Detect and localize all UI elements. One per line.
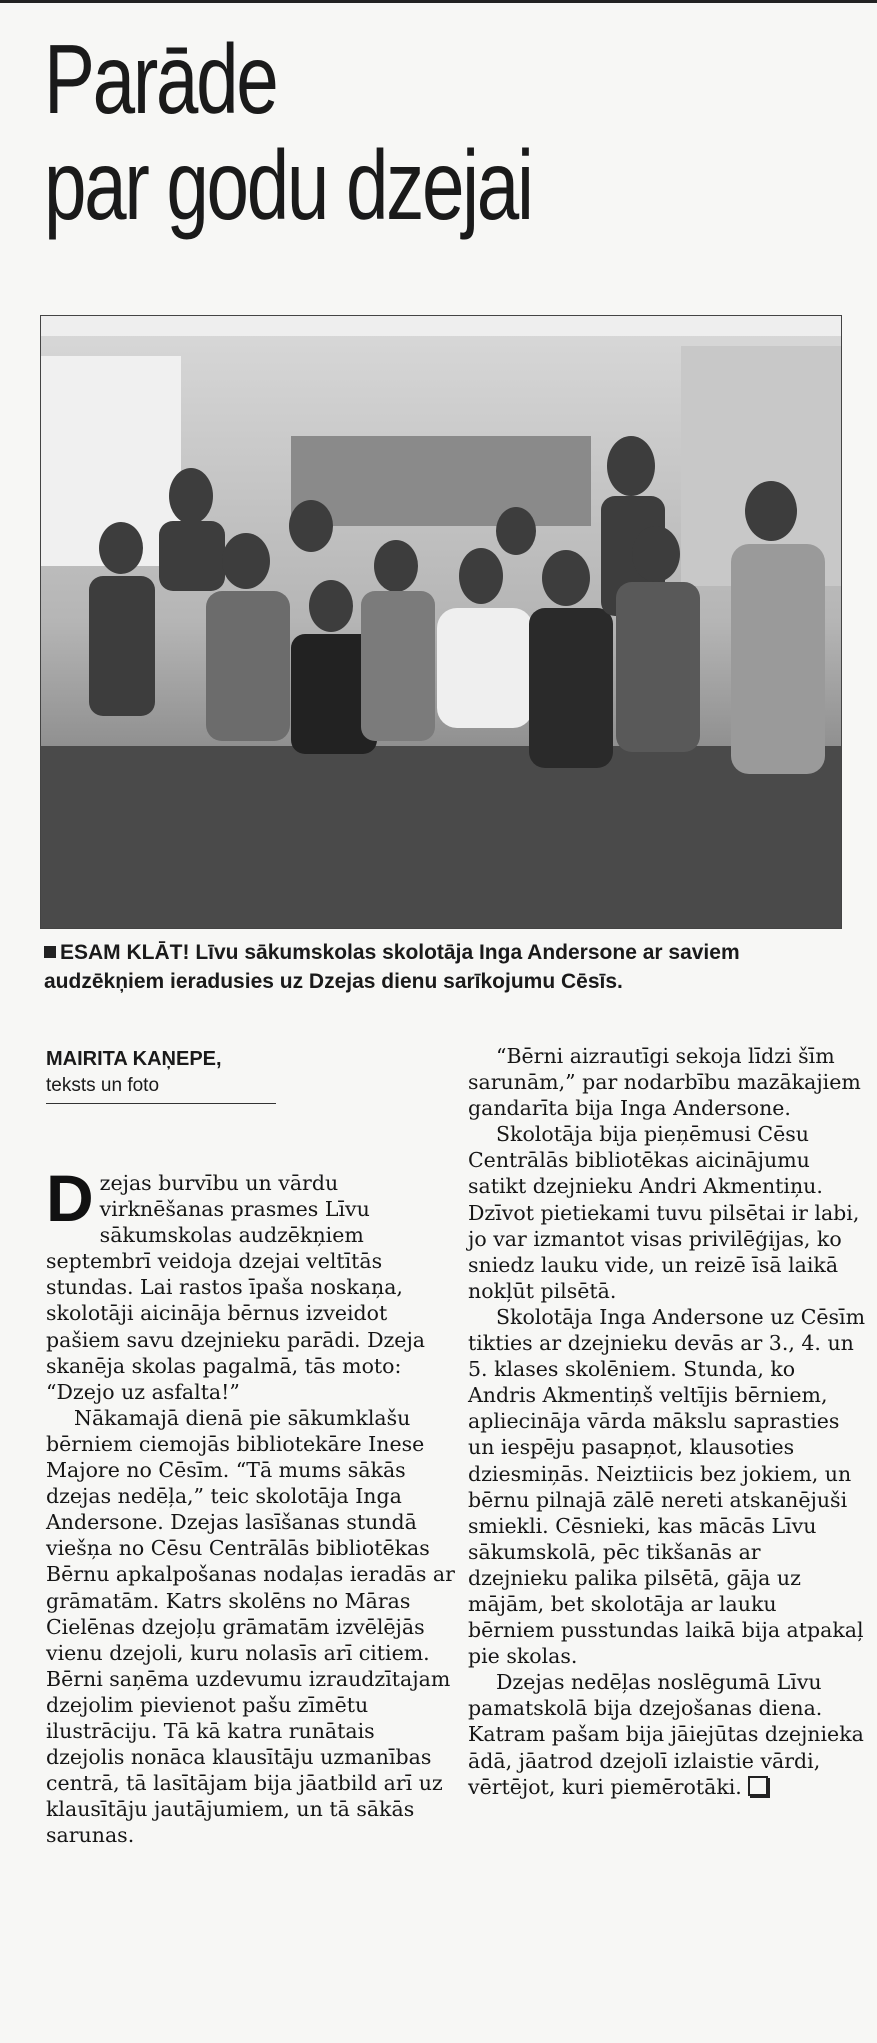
headline bbox=[44, 26, 652, 238]
headline-line-2: par godu dzejai bbox=[44, 130, 532, 240]
end-of-article-box-icon bbox=[748, 1776, 768, 1796]
byline-credit: teksts un foto bbox=[46, 1075, 160, 1096]
byline bbox=[46, 1045, 276, 1104]
drop-cap: D bbox=[46, 1161, 94, 1235]
paragraph-1-text: zejas burvību un vārdu virknēšanas prasmes Līvu sākumskolas audzēkņiem septembrī veidoja dzejai veltītās stundas. Lai rastos īpaša noskaņa, skolotāji aicināja bērnus izveidot pašiem savu dzejnieku parādi. Dzeja skanēja skolas pagalmā, tās moto: “Dzejo uz asfalta!” bbox=[46, 1171, 426, 1404]
photo-caption bbox=[44, 938, 844, 996]
paragraph-4: Skolotāja bija pieņēmusi Cēsu Centrālās bibliotēkas aicinājumu satikt dzejnieku Andri Akmentiņu. Dzīvot pietiekami tuvu pilsētai ir labi, jo var izmantot visas privilēģijas, ko sniedz lauku vide, un reizē īsā laikā nokļūt pilsētā. bbox=[468, 1122, 860, 1303]
headline-line-1: Parāde bbox=[44, 24, 277, 134]
article-column-left bbox=[46, 1161, 456, 1848]
paragraph-1 bbox=[46, 1161, 456, 1405]
photo-illustration bbox=[41, 316, 841, 928]
caption-bullet-icon bbox=[44, 946, 56, 958]
paragraph-3: “Bērni aizrautīgi sekoja līdzi šīm sarunām,” par nodarbību mazākajiem gandarīta bija Inga Andersone. bbox=[468, 1044, 861, 1121]
byline-author: MAIRITA KAŅEPE, bbox=[46, 1048, 222, 1070]
group-photo bbox=[40, 315, 842, 929]
caption-lead: ESAM KLĀT! bbox=[60, 941, 190, 964]
paragraph-5: Skolotāja Inga Andersone uz Cēsīm tikties ar dzejnieku devās ar 3., 4. un 5. klases skolēniem. Stunda, ko Andris Akmentiņš veltījis bērniem, apliecināja vārda mākslu saprasties un iespēju pasapņot, klausoties dziesmiņās. Neiztiicis bez jokiem, un bērnu pilnajā zālē nereti atskanējuši smiekli. Cēsnieki, kas mācās Līvu sākumskolā, pēc tikšanās ar dzejnieku palika pilsētā, gāja uz mājām, bet skolotāja ar lauku bērniem pusstundas laikā bija atpakaļ pie skolas. bbox=[468, 1304, 866, 1669]
caption-text: Līvu sākumskolas skolotāja Inga Andersone ar saviem audzēkņiem ieradusies uz Dzejas dienu sarīkojumu Cēsīs. bbox=[44, 941, 740, 993]
top-rule bbox=[0, 0, 877, 3]
paragraph-2: Nākamajā dienā pie sākumklašu bērniem ciemojās bibliotekāre Inese Majore no Cēsīm. “Tā mums sākās dzejas nedēļa,” teic skolotāja Inga Andersone. Dzejas lasīšanas stundā viešņa no Cēsu Centrālās bibliotēkas Bērnu apkalpošanas nodaļas ieradās ar grāmatām. Katrs skolēns no Māras Cielēnas dzejoļu grāmatām izvēlējās vienu dzejoli, kuru nolasīs arī citiem. Bērni saņēma uzdevumu izraudzītajam dzejolim pievienot pašu zīmētu ilustrāciju. Tā kā katra runātais dzejolis nonāca klausītāju uzmanības centrā, tā lasītājam bija jāatbild arī uz klausītāju jautājumiem, un tā sākās sarunas. bbox=[46, 1405, 455, 1848]
article-column-right bbox=[468, 1043, 866, 1800]
paragraph-6-text: Dzejas nedēļas noslēgumā Līvu pamatskolā bija dzejošanas diena. Katram pašam bija jāiejūtas dzejnieka ādā, jāatrod dzejolī izlaistie vārdi, vērtējot, kuri piemērotāki. bbox=[468, 1670, 864, 1799]
paragraph-6 bbox=[468, 1669, 866, 1799]
